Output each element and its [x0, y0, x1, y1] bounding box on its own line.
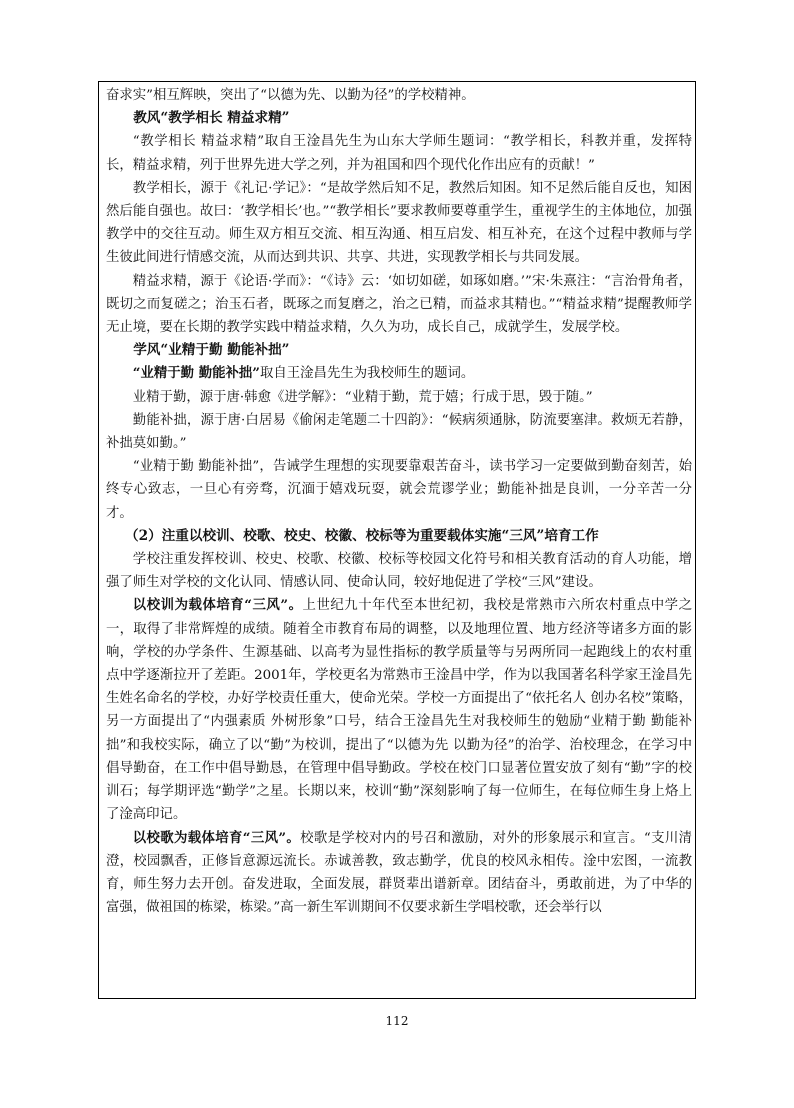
section-heading-carriers: （2）注重以校训、校歌、校史、校徽、校标等为重要载体实施“三风”培育工作	[125, 527, 599, 544]
paragraph: “业精于勤 勤能补拙”，告诫学生理想的实现要靠艰苦奋斗，读书学习一定要做到勤奋刻苦，始终专心致志，一旦心有旁骛，沉湎于嬉戏玩耍，就会荒谬学业；勤能补拙是良训，一分辛苦一分才。	[106, 459, 692, 521]
document-body	[106, 84, 692, 919]
page-number: 112	[385, 1014, 409, 1028]
paragraph	[106, 594, 692, 826]
paragraph-text: 校歌是学校对内的号召和激励，对外的形象展示和宣言。“支川清澄，校园飘香，正修旨意源远流长。赤诚善教，致志勤学，优良的校风永相传。淦中宏图，一流教育，师生努力去开创。奋发进取，全面发展，群贤辈出谱新章。团结奋斗，勇敢前进，为了中华的富强，做祖国的栋梁，栋梁。”高一新生军训期间不仅要求新生学唱校歌，还会举行以	[106, 830, 693, 916]
paragraph: 勤能补拙，源于唐·白居易《偷闲走笔题二十四韵》：“候病须通脉，防流要塞津。救烦无若静，补拙莫如勤。”	[106, 412, 692, 452]
paragraph-text: 取自王淦昌先生为我校师生的题词。	[260, 366, 475, 382]
paragraph: “教学相长 精益求精”取自王淦昌先生为山东大学师生题词：“教学相长，科教并重，发挥特长，精益求精，列于世界先进大学之列，并为祖国和四个现代化作出应有的贡献！”	[106, 134, 692, 173]
paragraph: 精益求精，源于《论语·学而》：“《诗》云：‘如切如磋，如琢如磨。’”宋·朱熹注：“言治骨角者，既切之而复磋之；治玉石者，既琢之而复磨之，治之已精，而益求其精也。”“精益求精”提醒教师学无止境，要在长期的教学实践中精益求精，久久为功，成长自己，成就学生，发展学校。	[106, 273, 692, 336]
paragraph-lead: “业精于勤 勤能补拙”	[132, 365, 260, 382]
paragraph: 业精于勤，源于唐·韩愈《进学解》：“业精于勤，荒于嬉；行成于思，毁于随。”	[132, 389, 593, 405]
section-heading-study-style: 学风“业精于勤 勤能补拙”	[133, 342, 290, 359]
paragraph-lead: 以校歌为载体培育“三风”。	[132, 829, 301, 846]
section-heading-teaching-style: 教风“教学相长 精益求精”	[133, 110, 290, 127]
paragraph	[106, 362, 692, 385]
paragraph	[106, 827, 692, 920]
paragraph: 奋求实”相互辉映，突出了“以德为先、以勤为径”的学校精神。	[106, 88, 475, 103]
paragraph-text: 上世纪九十年代至本世纪初，我校是常熟市六所农村重点中学之一，取得了非常辉煌的成绩。随着全市教育布局的调整，以及地理位置、地方经济等诸多方面的影响，学校的办学条件、生源基础、以高考为显性指标的教学质量等与另两所同一起跑线上的农村重点中学逐渐拉开了差距。2001年，学校更名为常熟市王淦昌中学，作为以我国著名科学家王淦昌先生姓名命名的学校，办好学校责任重大，使命光荣。学校一方面提出了“依托名人 创办名校”策略，另一方面提出了“内强素质 外树形象”口号，结合王淦昌先生对我校师生的勉励“业精于勤 勤能补拙”和我校实际，确立了以“勤”为校训，提出了“以德为先 以勤为径”的治学、治校理念，在学习中倡导勤奋，在工作中倡导勤恳，在管理中倡导勤政。学校在校门口显著位置安放了刻有“勤”字的校训石；每学期评选“勤学”之星。长期以来，校训“勤”深刻影响了每一位师生，在每位师生身上烙上了淦高印记。	[106, 598, 693, 823]
paragraph-lead: 以校训为载体培育“三风”。	[132, 597, 303, 614]
paragraph: 教学相长，源于《礼记·学记》：“是故学然后知不足，教然后知困。知不足然后能自反也，知困然后能自强也。故曰：‘教学相长’也。”“教学相长”要求教师要尊重学生，重视学生的主体地位，加强教学中的交往互动。师生双方相互交流、相互沟通、相互启发、相互补充，在这个过程中教师与学生彼此间进行情感交流，从而达到共识、共享、共进，实现教学相长与共同发展。	[106, 180, 692, 266]
paragraph: 学校注重发挥校训、校史、校歌、校徽、校标等校园文化符号和相关教育活动的育人功能，增强了师生对学校的文化认同、情感认同、使命认同，较好地促进了学校“三风”建设。	[106, 552, 692, 591]
